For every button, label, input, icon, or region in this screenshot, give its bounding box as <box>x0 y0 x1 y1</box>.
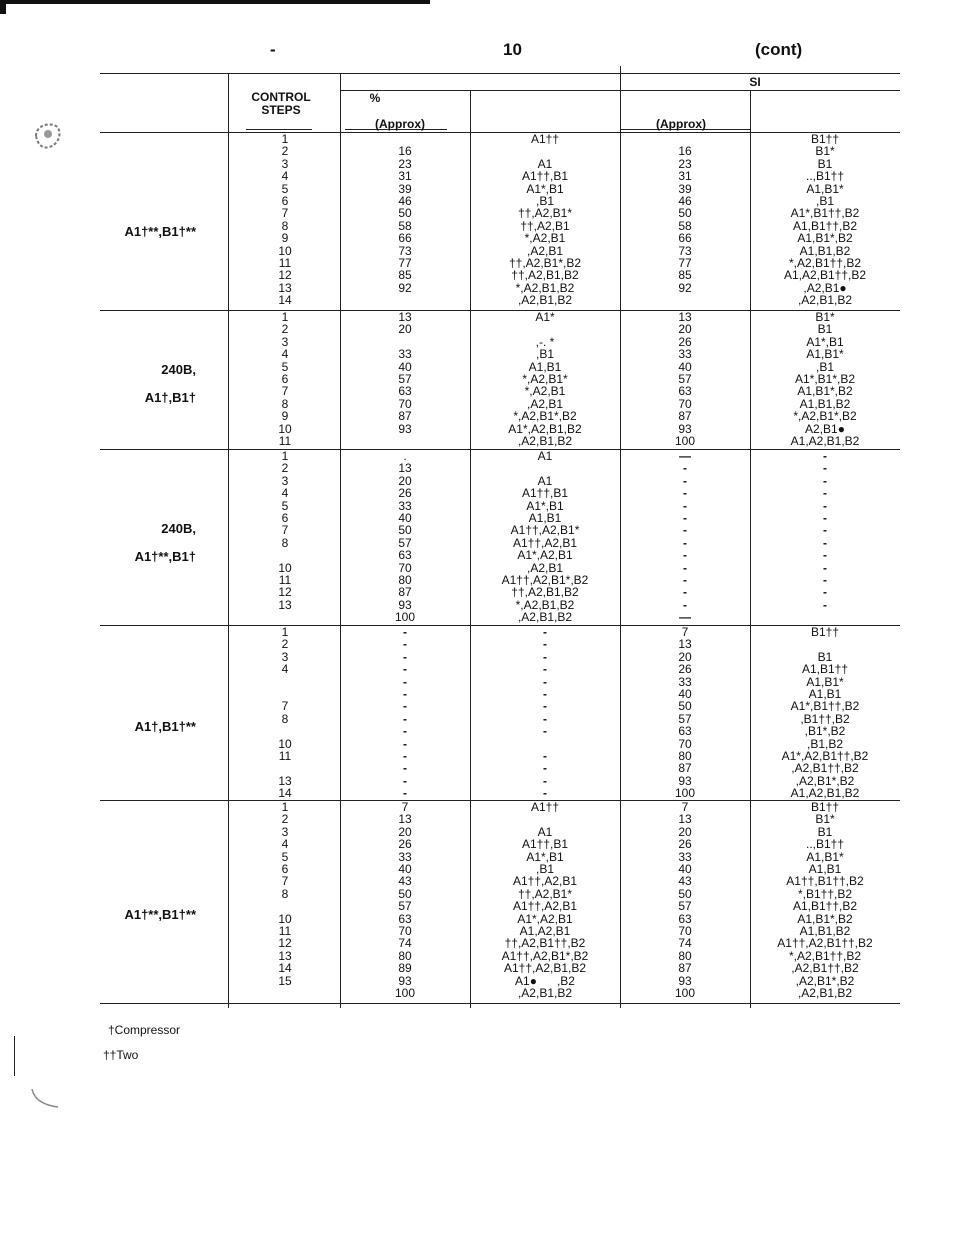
group-4-pct-right: 7 13 20 26 33 40 50 57 63 70 80 87 93 100 <box>674 625 696 801</box>
group-5-comp-left: A1†† A1 A1††,B1 A1*,B1 ,B1 A1††,A2,B1 ††,A2,B1* A1††,A2,B1 A1*,A2,B1 A1,A2,B1 ††,A2,B1††,B2 A1††,A2,B1*,B2 A1††,A2,B1,B2 A1● ,B2 ,A2,B1,B2 <box>501 800 589 1001</box>
group-4-steps: 1 2 3 4 7 8 10 11 13 14 <box>278 625 292 801</box>
group-4-pct-left: - - - - - - - - - - - - - - <box>403 625 407 801</box>
table-bottom-rule <box>100 1003 900 1004</box>
group-5-comp-right: B1†† B1* B1 ..,B1†† A1,B1* A1,B1 A1††,B1††,B2 *,B1††,B2 A1,B1††,B2 A1,B1*,B2 A1,B1,B2 A1††,A2,B1††,B2 *,A2,B1††,B2 ,A2,B1††,B2 ,A2,B1*,B2 ,A2,B1,B2 <box>777 800 873 1001</box>
group-3-comp-left: A1 A1 A1††,B1 A1*,B1 A1,B1 A1††,A2,B1* A1††,A2,B1 A1*,A2,B1 ,A2,B1 A1††,A2,B1*,B2 ††,A2,B1,B2 *,A2,B1,B2 ,A2,B1,B2 <box>501 449 589 625</box>
header-approx-right: (Approx) <box>656 117 706 131</box>
header-si: SI <box>749 75 761 89</box>
title-cont: (cont) <box>755 40 803 59</box>
group-3-label: 240B, A1†**,B1† <box>134 521 196 564</box>
group-1-steps: 1 2 3 4 5 6 7 8 9 10 11 12 13 14 <box>278 132 292 308</box>
margin-rule <box>14 1036 15 1076</box>
group-1-label: A1†**,B1†** <box>124 224 196 239</box>
steps-underline <box>246 129 312 130</box>
col-divider-3 <box>470 90 471 1008</box>
header-top-rule <box>100 73 900 74</box>
group-2-comp-right: B1* B1 A1*,B1 A1,B1* ,B1 A1*,B1*,B2 A1,B1*,B2 A1,B1,B2 *,A2,B1*,B2 A2,B1● A1,A2,B1,B2 <box>790 310 860 449</box>
group-3-pct-left: . 13 20 26 33 40 50 57 63 70 80 87 93 100 <box>394 449 416 625</box>
group-1-pct-left: 16 23 31 39 46 50 58 66 73 77 85 92 <box>398 144 412 295</box>
group-2-pct-left: 13 20 33 40 57 63 70 87 93 <box>398 310 412 436</box>
group-1-comp-right: B1†† B1* B1 ..,B1†† A1,B1* ,B1 A1*,B1††,B2 A1,B1††,B2 A1,B1*,B2 A1,B1,B2 *,A2,B1††,B2 A1,A2,B1††,B2 ,A2,B1● ,A2,B1,B2 <box>783 132 867 308</box>
col-divider-2 <box>340 73 341 1008</box>
top-rule-corner <box>0 0 6 14</box>
group-4-label: A1†,B1†** <box>134 719 196 734</box>
header-control-steps: CONTROL STEPS <box>251 90 311 117</box>
scan-speck-icon <box>30 118 70 154</box>
group-5-pct-right: 7 13 20 26 33 40 43 50 57 63 70 74 80 87 93 100 <box>674 800 696 1001</box>
group-2-pct-right: 13 20 26 33 40 57 63 70 87 93 100 <box>674 310 696 449</box>
group-1-comp-left: A1†† A1 A1††,B1 A1*,B1 ,B1 ††,A2,B1* ††,A2,B1 *,A2,B1 ,A2,B1 ††,A2,B1*,B2 ††,A2,B1,B2 *,A2,B1,B2 ,A2,B1,B2 <box>508 132 582 308</box>
group-2-steps: 1 2 3 4 5 6 7 8 9 10 11 <box>278 310 292 449</box>
col-divider-5 <box>750 90 751 1008</box>
header-percent: % <box>369 91 381 105</box>
top-rule <box>0 0 430 4</box>
group-5-pct-left: 7 13 20 26 33 40 43 50 57 63 70 74 80 89 93 100 <box>394 800 416 1001</box>
col-divider-1 <box>228 73 229 1008</box>
group-3-comp-right: - - - - - - - - - - - - - <box>823 449 827 612</box>
group-1-pct-right: 16 23 31 39 46 50 58 66 73 77 85 92 <box>678 144 692 295</box>
group-4-comp-left: - - - - - - - - - - - - - <box>543 625 547 801</box>
scan-curl-icon <box>28 1085 64 1115</box>
title-number: 10 <box>503 40 522 59</box>
title-dash: - <box>270 40 276 59</box>
group-2-comp-left: A1* ,-. * ,B1 A1,B1 *,A2,B1* *,A2,B1 ,A2,B1 *,A2,B1*,B2 A1*,A2,B1,B2 ,A2,B1,B2 <box>508 310 582 449</box>
group-3-steps: 1 2 3 4 5 6 7 8 10 11 12 13 <box>278 449 292 612</box>
footnote-two: ††Two <box>103 1048 139 1062</box>
group-2-label: 240B, A1†,B1† <box>144 362 196 405</box>
group-5-steps: 1 2 3 4 5 6 7 8 10 11 12 13 14 15 <box>278 800 292 988</box>
group-3-pct-right: — - - - - - - - - - - - - — <box>679 449 691 625</box>
group-4-comp-right: B1†† B1 A1,B1†† A1,B1* A1,B1 A1*,B1††,B2 ,B1††,B2 ,B1*,B2 ,B1,B2 A1*,A2,B1††,B2 ,A2,B1††,B2 ,A2,B1*,B2 A1,A2,B1,B2 <box>781 625 869 801</box>
header-approx-left: (Approx) <box>375 117 425 131</box>
col-divider-4 <box>620 66 621 1008</box>
footnote-compressor: †Compressor <box>108 1023 181 1037</box>
group-5-label: A1†**,B1†** <box>124 907 196 922</box>
